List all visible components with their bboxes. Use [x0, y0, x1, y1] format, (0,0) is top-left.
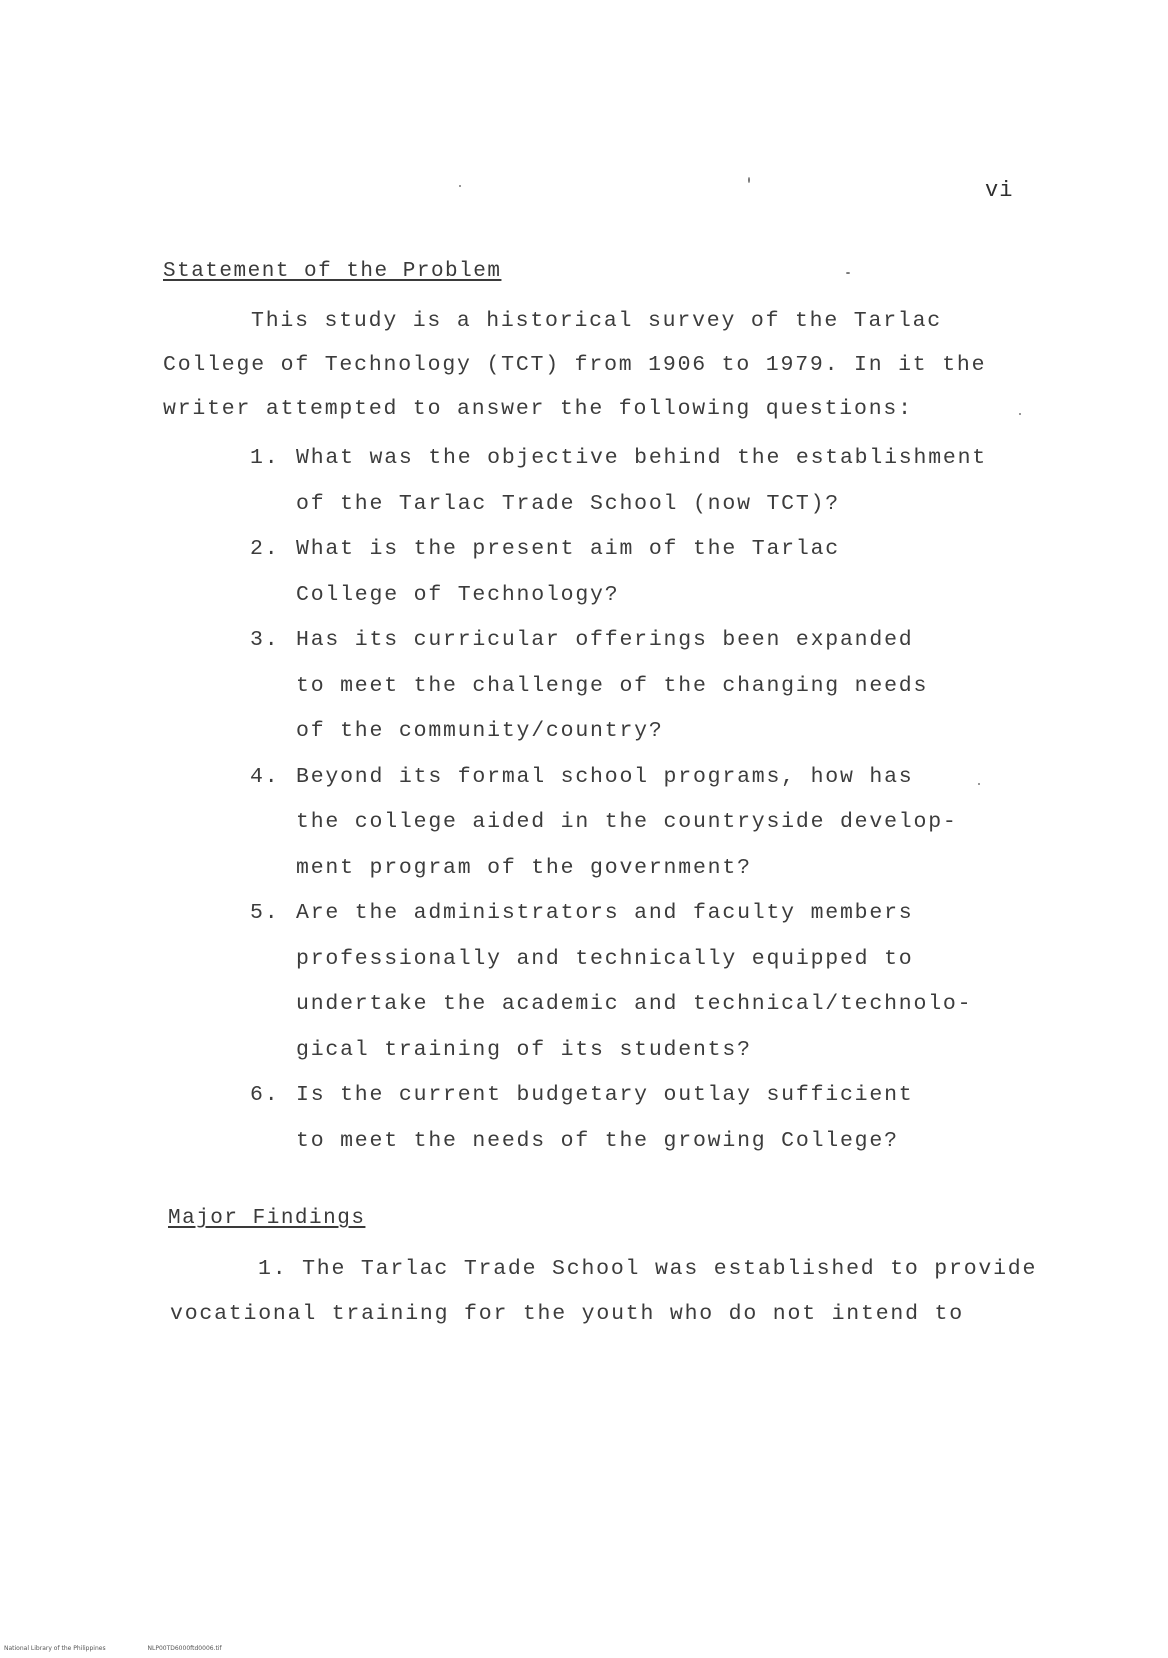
scan-speck: [748, 177, 750, 183]
intro-line: writer attempted to answer the following questions:: [163, 397, 913, 421]
question-item: [250, 1073, 1010, 1164]
question-text: What was the objective behind the establishment of the Tarlac Trade School (now TCT)?: [296, 446, 987, 516]
question-item: [250, 436, 1010, 527]
questions-list: [250, 436, 1010, 1164]
findings-paragraph: [170, 1247, 1050, 1337]
findings-heading: Major Findings: [168, 1207, 366, 1230]
question-number: 2.: [250, 537, 280, 561]
scan-speck: [846, 272, 850, 274]
statement-heading: Statement of the Problem: [163, 260, 502, 283]
question-text: Beyond its formal school programs, how has the college aided in the countryside develop- ment program of the government?: [296, 764, 958, 880]
question-item: [250, 527, 1010, 618]
question-number: 6.: [250, 1083, 280, 1107]
intro-line: This study is a historical survey of the Tarlac: [251, 309, 942, 333]
question-item: [250, 618, 1010, 755]
question-item: [250, 891, 1010, 1073]
finding-line: 1. The Tarlac Trade School was established to provide: [258, 1257, 1038, 1281]
scan-speck: [1019, 413, 1021, 415]
question-number: 5.: [250, 901, 280, 925]
question-text: What is the present aim of the Tarlac College of Technology?: [296, 537, 840, 607]
question-number: 1.: [250, 446, 280, 470]
question-number: 4.: [250, 764, 280, 789]
page-number: vi: [985, 178, 1014, 203]
intro-line: College of Technology (TCT) from 1906 to 1979. In it the: [163, 353, 987, 377]
question-item: [250, 755, 1010, 892]
scan-speck: [459, 185, 461, 187]
question-text: Are the administrators and faculty members professionally and technically equipped to undertake the academic and technical/technolo- gical training of its students?: [296, 901, 973, 1062]
scan-footer: [4, 1645, 222, 1652]
footer-library: National Library of the Philippines: [4, 1645, 106, 1652]
finding-line: vocational training for the youth who do not intend to: [170, 1302, 964, 1326]
question-text: Has its curricular offerings been expanded to meet the challenge of the changing needs of the community/country?: [296, 628, 929, 743]
footer-file: NLP00TD6000ftd0006.tif: [147, 1645, 222, 1652]
scan-speck: [978, 783, 980, 785]
intro-paragraph: [163, 299, 1023, 431]
question-text: Is the current budgetary outlay sufficient to meet the needs of the growing College?: [296, 1083, 914, 1153]
question-number: 3.: [250, 628, 280, 652]
